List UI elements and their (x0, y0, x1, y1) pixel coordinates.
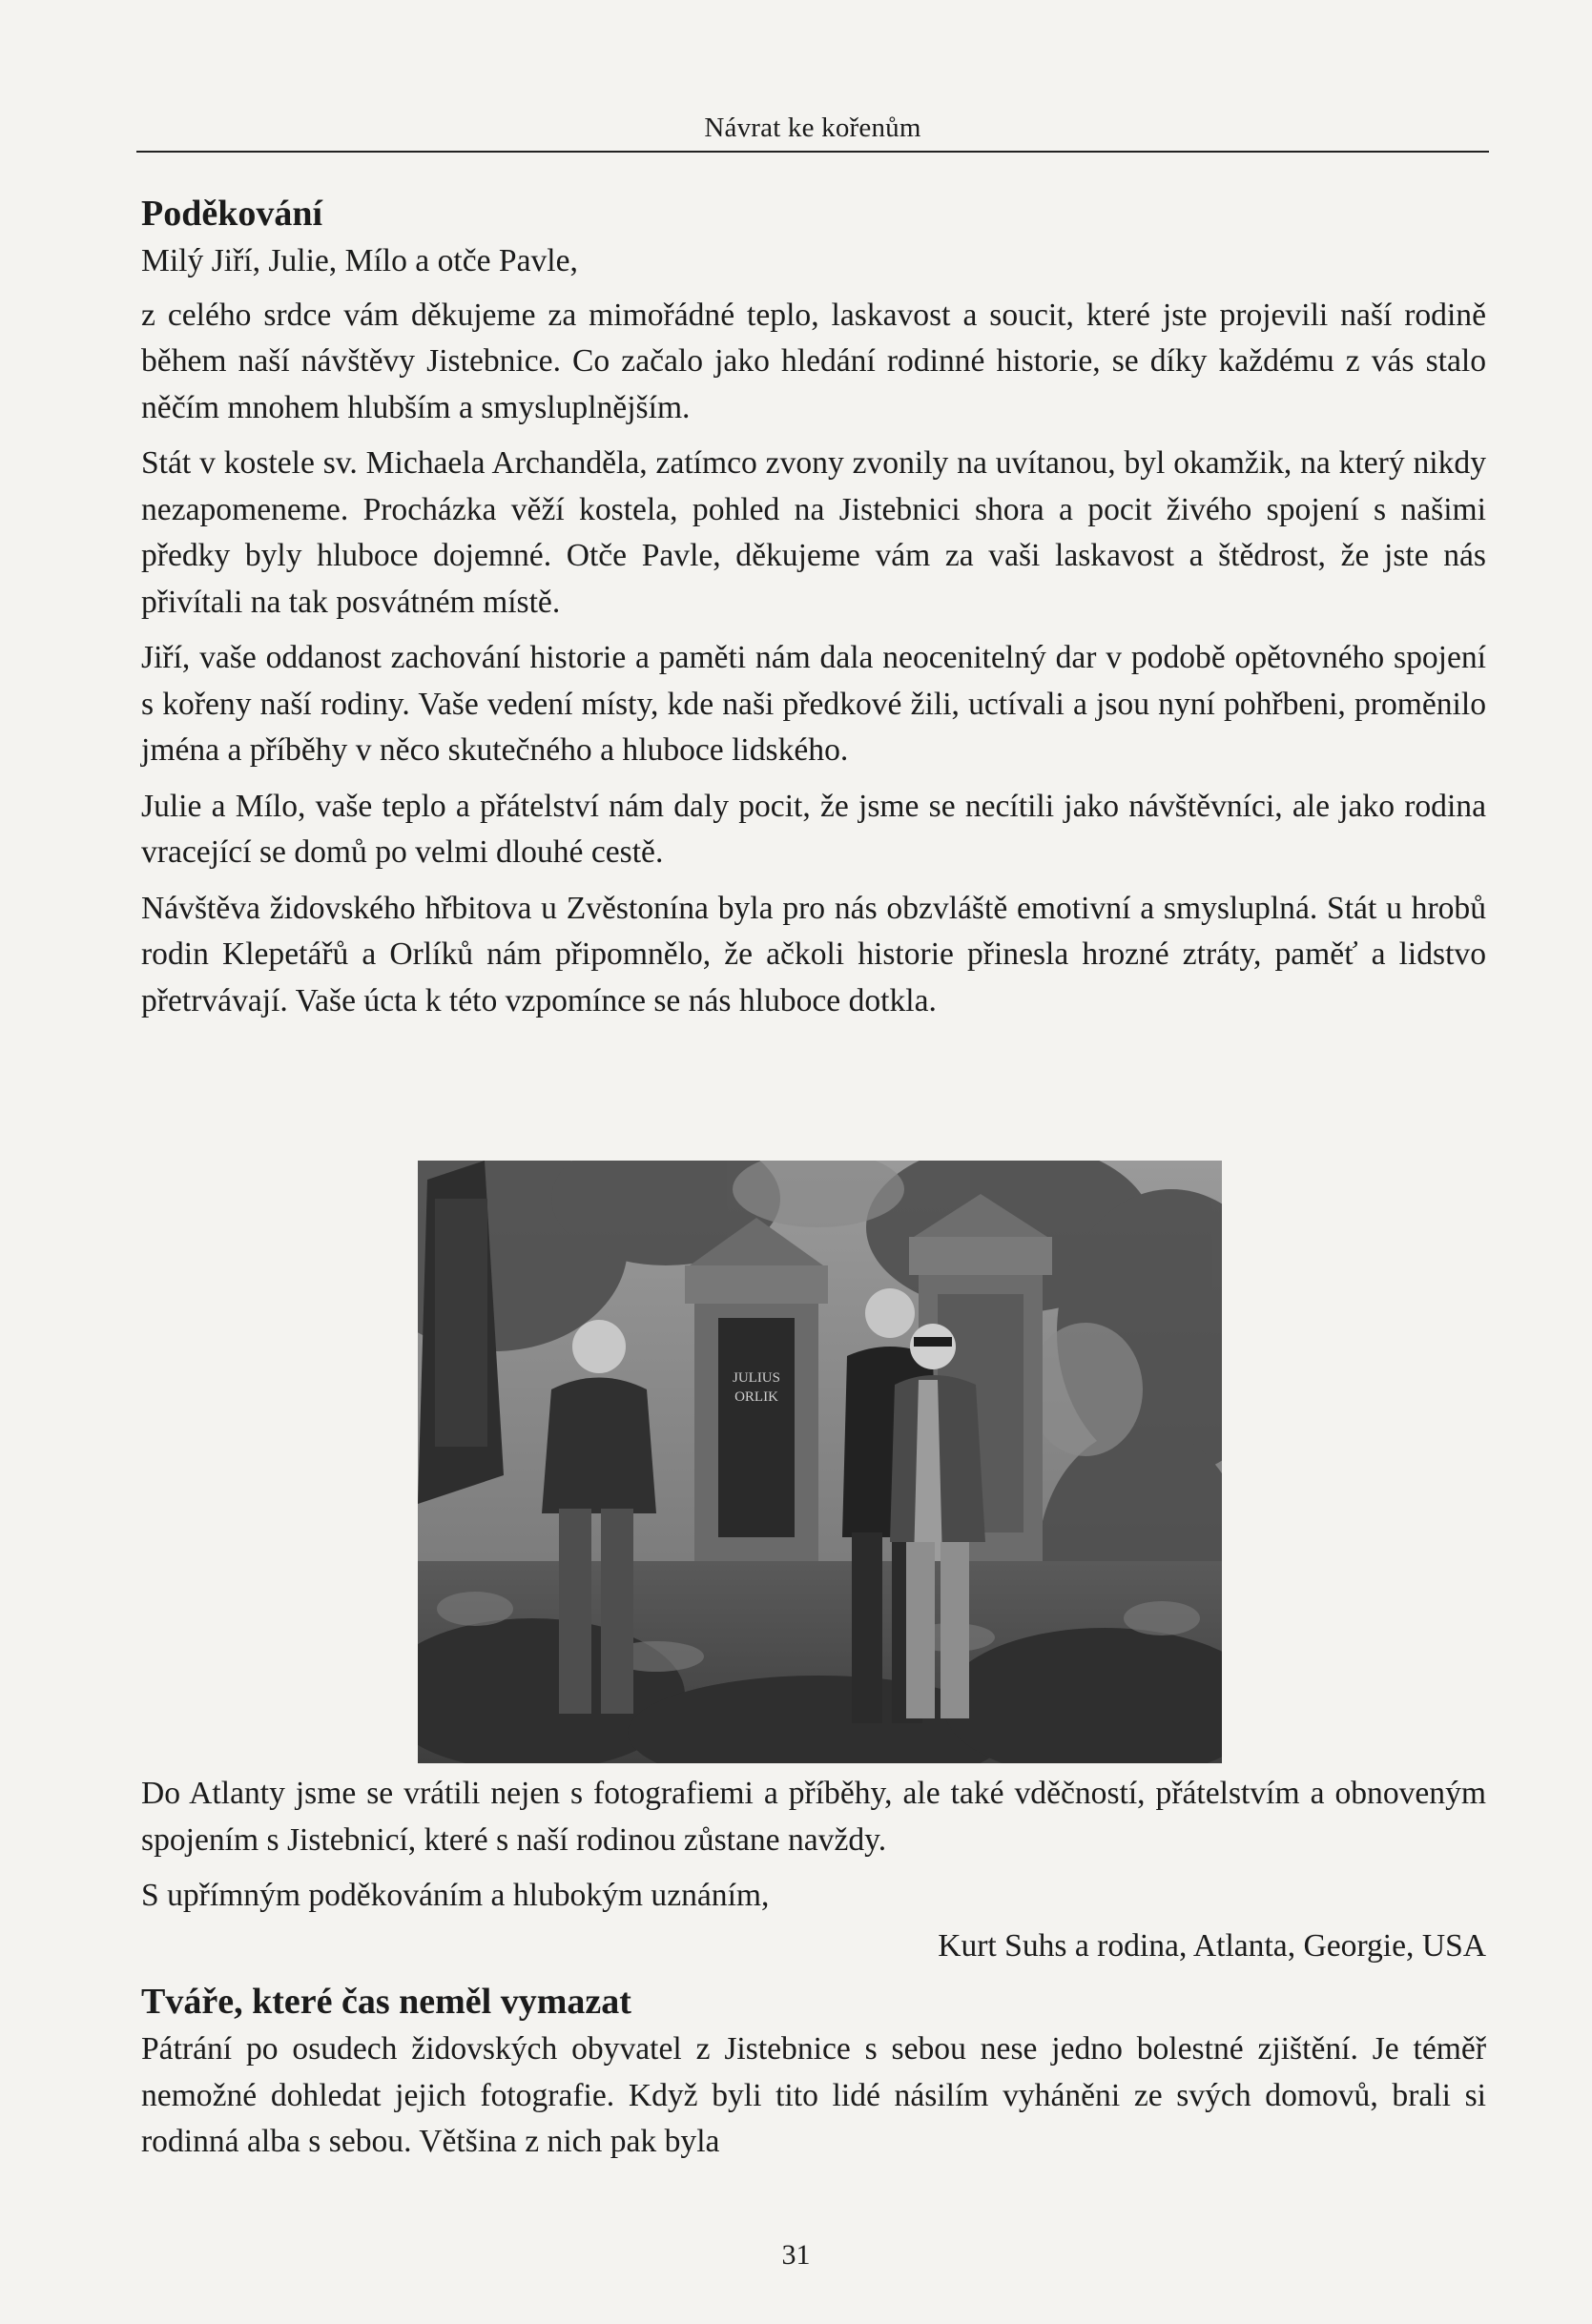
inscription-text: ORLIK (734, 1389, 778, 1405)
paragraph: Jiří, vaše oddanost zachování historie a paměti nám dala neocenitelný dar v podobě opětovného spojení s kořeny naší rodiny. Vaše vedení místy, kde naši předkové žili, uctívali a jsou nyní pohřbeni, proměnilo jména a příběhy v něco skutečného a hluboce lidského. (141, 640, 1486, 768)
paragraph: Návštěva židovského hřbitova u Zvěstonína byla pro nás obzvláště emotivní a smysluplná. Stát u hrobů rodin Klepetářů a Orlíků nám připomnělo, že ačkoli historie přinesla hrozné ztráty, paměť a lidstvo přetrvávají. Vaše úcta k této vzpomínce se nás hluboce dotkla. (141, 890, 1486, 1018)
cemetery-photo (418, 1161, 1222, 1763)
paragraph: Pátrání po osudech židovských obyvatel z Jistebnice s sebou nese jedno bolestné zjištění. Je téměř nemožné dohledat jejich fotografie. Když byli tito lidé násilím vyháněni ze svých domovů, brali si rodinná alba s sebou. Většina z nich pak byla (141, 2031, 1486, 2159)
running-header: Návrat ke kořenům (704, 113, 921, 143)
greeting: Milý Jiří, Julie, Mílo a otče Pavle, (141, 243, 578, 278)
inscription-text: JULIUS (732, 1370, 781, 1386)
paragraph: Julie a Mílo, vaše teplo a přátelství nám daly pocit, že jsme se necítili jako návštěvníci, ale jako rodina vracející se domů po velmi dlouhé cestě. (141, 788, 1486, 870)
signature: Kurt Suhs a rodina, Atlanta, Georgie, USA (938, 1927, 1486, 1964)
paragraph: Stát v kostele sv. Michaela Archanděla, zatímco zvony zvonily na uvítanou, byl okamžik, na který nikdy nezapomeneme. Procházka věží kostela, pohled na Jistebnici shora a pocit živého spojení s našimi předky byly hluboce dojemné. Otče Pavle, děkujeme vám za vaši laskavost a štědrost, že jste nás přivítali na tak posvátném místě. (141, 445, 1486, 620)
closing-line: S upřímným poděkováním a hlubokým uznáním, (141, 1878, 770, 1913)
page-number: 31 (781, 2239, 811, 2271)
header-rule (136, 151, 1489, 153)
section-closing (141, 1771, 1486, 2175)
closing-paragraph: Do Atlanty jsme se vrátili nejen s fotografiemi a příběhy, ale také vděčností, přátelstvím a obnoveným spojením s Jistebnicí, které s naší rodinou zůstane navždy. (141, 1776, 1486, 1858)
section-acknowledgements (141, 189, 1486, 1034)
section-heading: Poděkování (141, 194, 323, 234)
paragraph: z celého srdce vám děkujeme za mimořádné teplo, laskavost a soucit, které jste projevili naší rodině během naší návštěvy Jistebnice. Co začalo jako hledání rodinné historie, se díky každému z vás stalo něčím mnohem hlubším a smysluplnějším. (141, 297, 1486, 425)
section-heading: Tváře, které čas neměl vymazat (141, 1982, 631, 2022)
